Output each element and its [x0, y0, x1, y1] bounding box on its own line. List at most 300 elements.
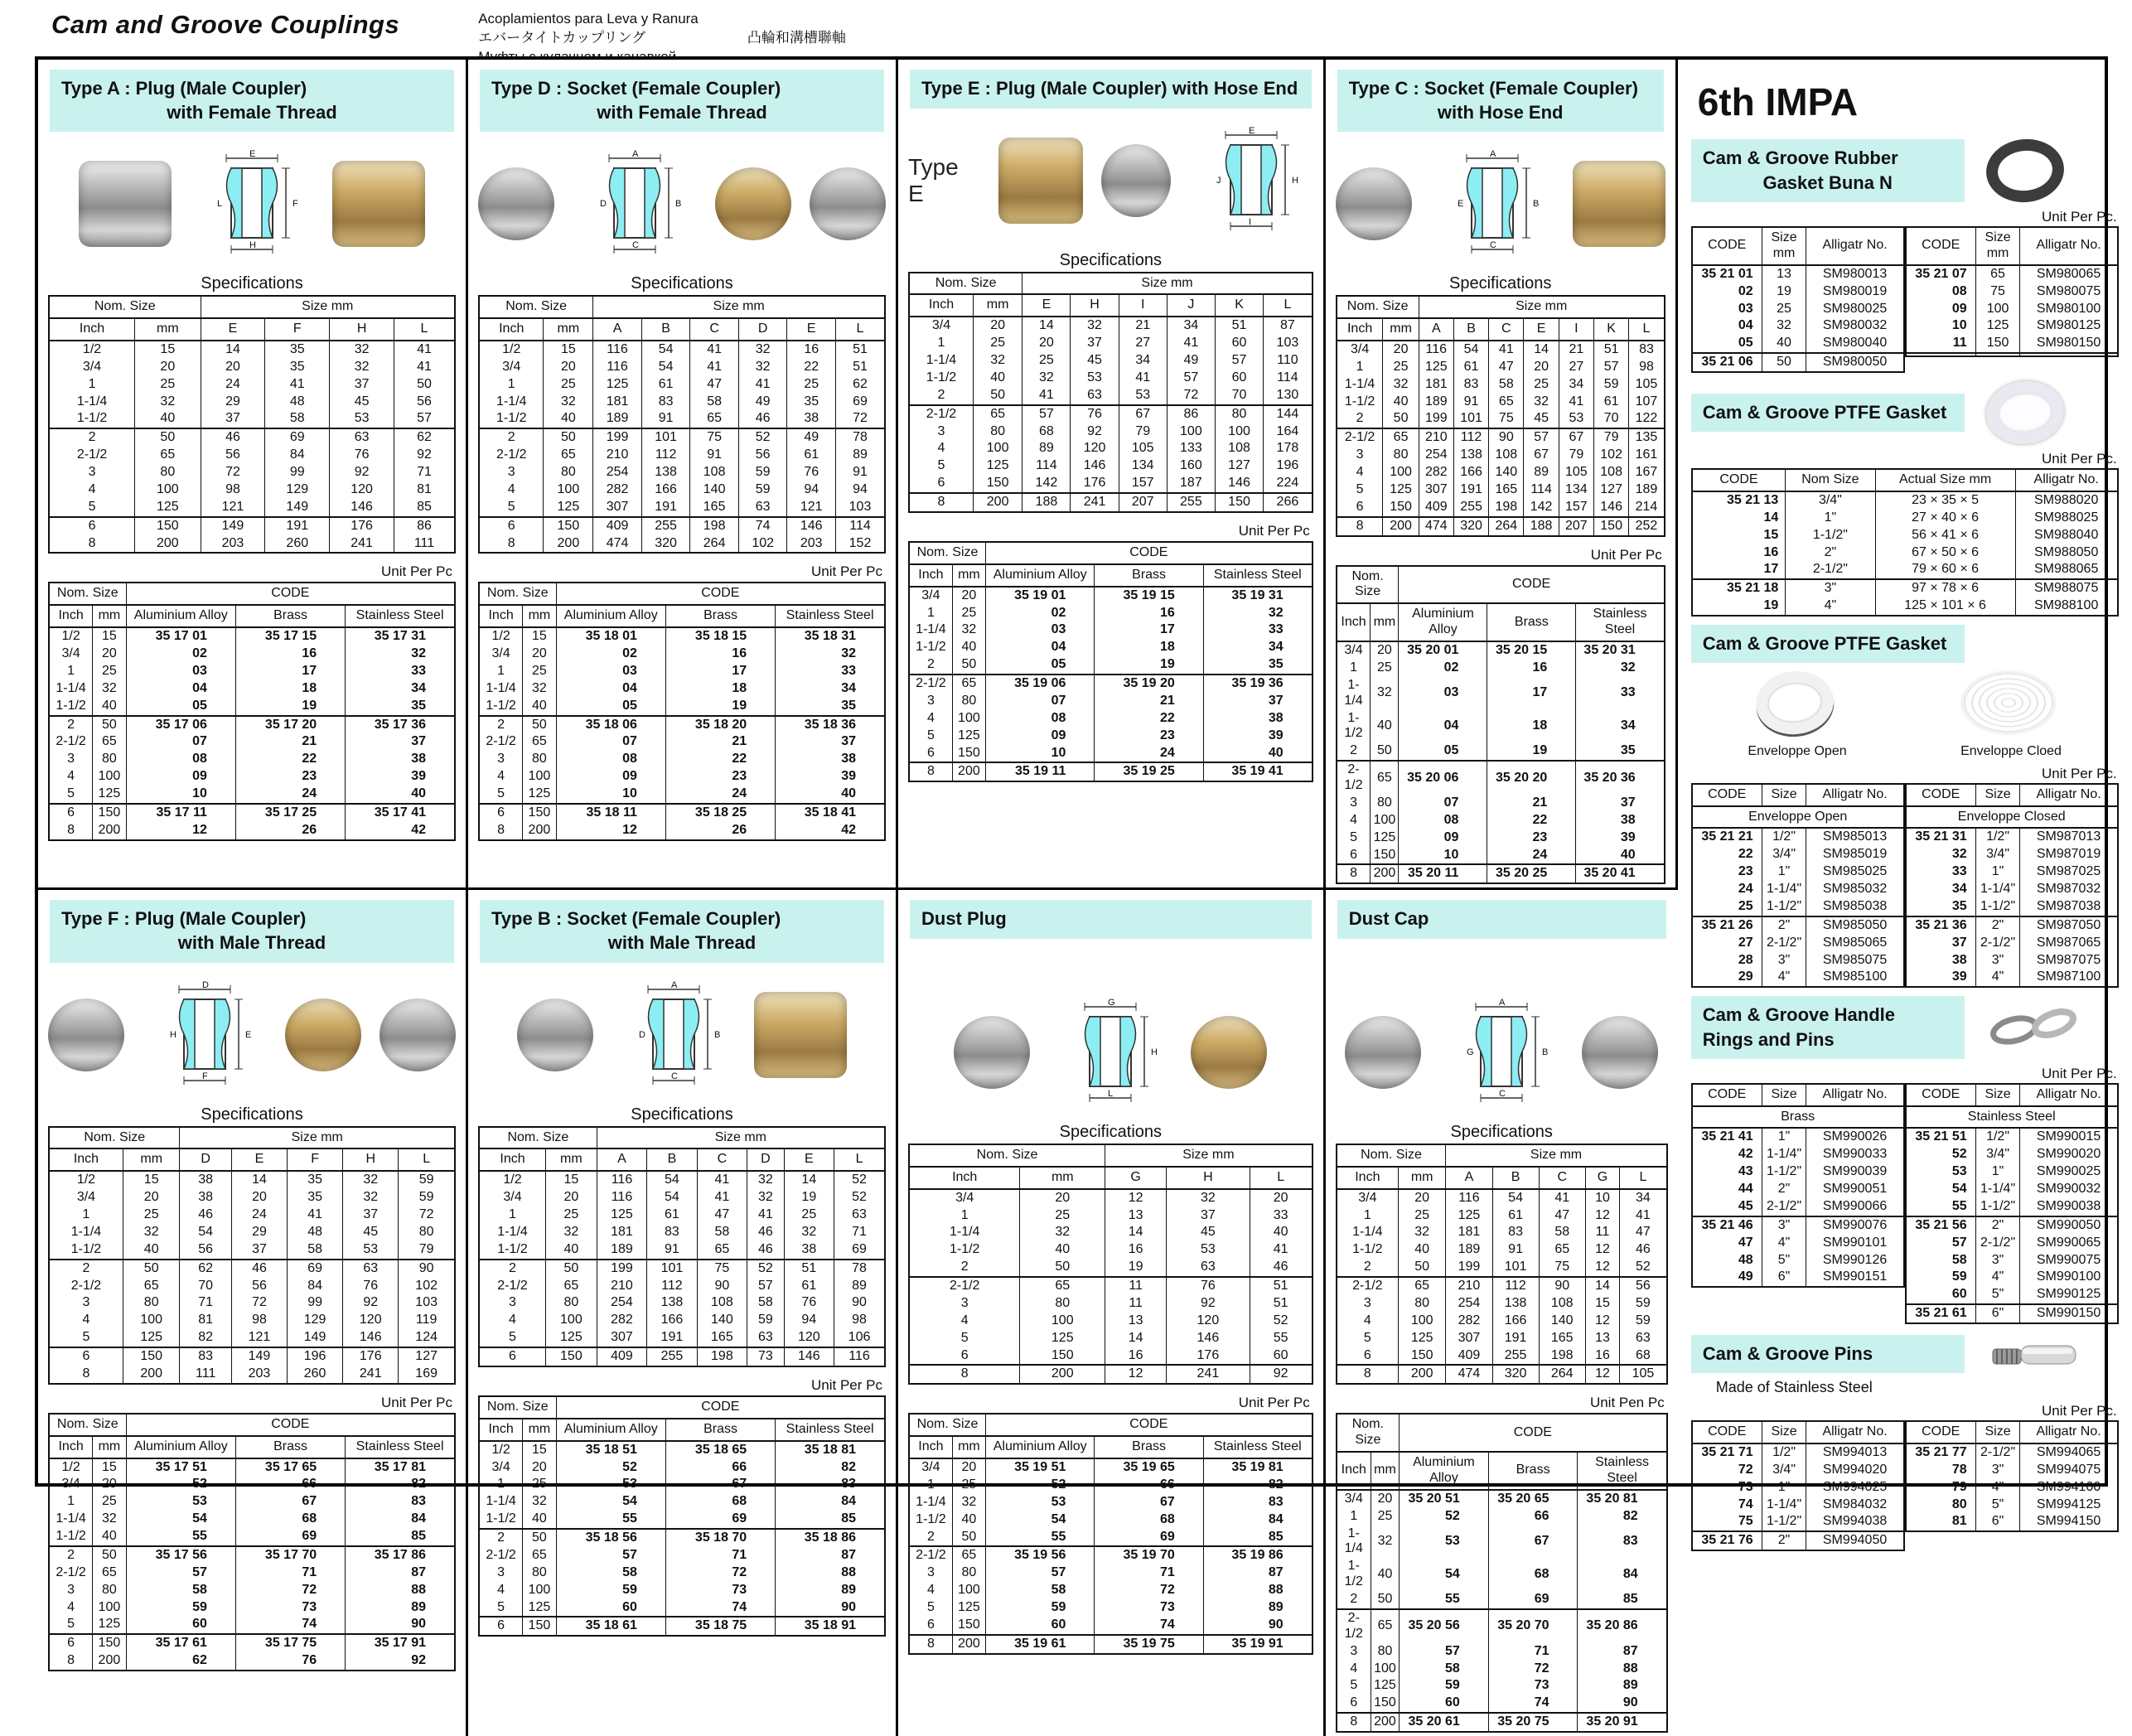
table-cell: 40 — [952, 639, 985, 656]
table-cell: 116 — [1446, 1189, 1492, 1207]
table-cell: SM990150 — [2020, 1304, 2118, 1323]
table-row — [1906, 301, 2118, 318]
table-row — [1906, 1146, 2118, 1163]
table-cell: 25 — [1398, 1207, 1445, 1225]
table-cell: 210 — [1419, 428, 1453, 447]
panel-dust-cap — [1326, 890, 1678, 1736]
table-cell: 35 19 36 — [1203, 675, 1312, 693]
table-cell: 17 — [1095, 621, 1203, 639]
table-cell: 100 — [952, 1582, 985, 1599]
code-header: CODE — [1400, 1414, 1667, 1452]
table-row — [1337, 1661, 1667, 1678]
table-cell: 54 — [1400, 1558, 1489, 1591]
table-row — [909, 1259, 1313, 1277]
table-cell: 35 17 01 — [126, 627, 235, 646]
mm-header: mm — [93, 1436, 126, 1458]
mm-header: mm — [523, 605, 556, 627]
table-cell: 146 — [784, 1347, 834, 1366]
table-cell: 40 — [1576, 847, 1665, 865]
table-cell: 2-1/2" — [1975, 1235, 2020, 1252]
table-cell: 176 — [343, 1347, 399, 1366]
table-cell: 1-1/2 — [479, 410, 544, 428]
table-row — [479, 1224, 885, 1241]
table-cell: 90 — [1539, 1277, 1585, 1295]
svg-text:J: J — [1216, 175, 1221, 186]
table-cell: 16 — [665, 646, 775, 663]
table-cell: 140 — [1489, 464, 1524, 481]
table-cell: SM985025 — [1806, 863, 1904, 881]
table-cell: 83 — [1453, 376, 1488, 394]
table-cell: 254 — [593, 464, 642, 481]
table-cell: 74 — [738, 517, 787, 535]
table-cell: 65 — [1020, 1277, 1105, 1295]
table-cell: 75 — [690, 428, 739, 447]
table-cell: 56 — [1620, 1277, 1667, 1295]
table-cell: 32 — [93, 1511, 126, 1528]
table-row — [1906, 881, 2118, 898]
table-cell: SM985013 — [1806, 828, 1904, 846]
table-row — [1337, 1259, 1667, 1277]
table-row — [479, 1294, 885, 1312]
size-header: Size — [1975, 1084, 2020, 1106]
table-cell: 50 — [1383, 410, 1419, 428]
table-cell: 70 — [1215, 387, 1263, 405]
table-cell: 55 — [985, 1529, 1094, 1547]
table-cell: 1-1/4" — [1762, 1146, 1806, 1163]
table-cell: 23 — [1095, 728, 1203, 745]
table-cell: 1-1/2" — [1786, 527, 1875, 544]
table-cell: 6 — [909, 1347, 1020, 1366]
column-header: A — [593, 318, 642, 341]
table-row — [49, 1241, 455, 1260]
nom-size-header: Nom. Size — [49, 583, 126, 605]
code-header: CODE — [556, 1396, 885, 1419]
table-cell: 58 — [985, 1582, 1094, 1599]
table-cell: 87 — [346, 1564, 455, 1582]
table-cell: 150 — [1371, 1695, 1399, 1713]
table-cell: 4 — [479, 1312, 546, 1329]
table-cell: 41 — [394, 359, 456, 376]
dimension-diagram-icon — [612, 981, 736, 1089]
table-cell: 122 — [1629, 410, 1665, 428]
table-cell: 1 — [909, 335, 973, 352]
table-cell: 56 — [394, 394, 456, 411]
enveloppe-closed-icon — [1963, 673, 2054, 733]
table-row — [1906, 828, 2118, 846]
table-cell: 40 — [93, 698, 126, 716]
stainless-header: Stainless Steel — [1203, 564, 1312, 587]
size-header: Size — [1762, 1421, 1806, 1443]
table-cell: 1" — [1786, 510, 1875, 527]
table-row — [909, 1241, 1313, 1259]
panel-dust-plug — [898, 890, 1326, 1736]
table-cell: 125 — [973, 457, 1022, 475]
table-cell: 75 — [697, 1260, 747, 1278]
table-cell: 189 — [1446, 1241, 1492, 1259]
product-illustrations — [48, 142, 456, 266]
table-cell: 57 — [394, 410, 456, 428]
dimension-diagram-icon — [1048, 999, 1172, 1106]
table-cell: 6 — [909, 1617, 952, 1635]
table-row — [1337, 1241, 1667, 1259]
table-cell: 10 — [1399, 847, 1487, 865]
table-cell: 4" — [1975, 1479, 2020, 1497]
rubber-gasket-table-left — [1691, 226, 1905, 373]
table-cell: 15 — [93, 1458, 126, 1477]
table-cell: 112 — [641, 447, 690, 464]
table-cell: 105 — [1620, 1365, 1667, 1384]
table-cell: 150 — [1020, 1347, 1105, 1366]
table-cell: 125 — [546, 1329, 597, 1347]
table-cell: 127 — [1593, 481, 1628, 499]
table-cell: 3/4" — [1762, 846, 1806, 863]
table-cell: SM985038 — [1806, 898, 1904, 916]
table-row — [1337, 1591, 1667, 1609]
table-row — [1337, 464, 1665, 481]
table-cell: 114 — [836, 517, 886, 535]
table-row — [49, 410, 455, 428]
table-cell: 199 — [597, 1260, 646, 1278]
table-cell: 11 — [1105, 1277, 1167, 1295]
ptfe-gasket2-header — [1691, 625, 2119, 663]
table-cell: 100 — [135, 481, 201, 499]
table-cell: 17 — [665, 663, 775, 680]
table-cell: 101 — [1453, 410, 1488, 428]
table-cell: 15 — [123, 1171, 180, 1189]
table-cell: 83 — [1578, 1526, 1667, 1559]
table-cell: 149 — [231, 1347, 287, 1366]
table-cell: 67 — [1095, 1494, 1203, 1511]
table-cell: 138 — [1492, 1295, 1539, 1313]
table-cell: 12 — [1585, 1207, 1619, 1225]
table-cell: 74 — [235, 1616, 345, 1634]
table-cell: 35 21 76 — [1692, 1531, 1762, 1550]
table-cell: 43 — [1692, 1163, 1762, 1181]
table-cell: 3" — [1975, 952, 2020, 970]
table-cell: SM980032 — [1806, 317, 1904, 335]
table-cell: 23 — [235, 768, 345, 786]
column-header: G — [1585, 1167, 1619, 1189]
table-cell: 5 — [909, 457, 973, 475]
table-cell: 24 — [1095, 745, 1203, 763]
table-cell: 58 — [126, 1582, 235, 1599]
table-cell: 59 — [1620, 1295, 1667, 1313]
product-photo-icon — [332, 161, 425, 247]
table-cell: 20 — [973, 317, 1022, 335]
column-header: B — [641, 318, 690, 341]
table-cell: SM994065 — [2020, 1443, 2118, 1462]
table-cell: 14 — [1524, 341, 1559, 359]
svg-text:D: D — [639, 1029, 645, 1040]
table-cell: 54 — [1492, 1189, 1539, 1207]
table-row — [1692, 1146, 1904, 1163]
table-cell: SM988075 — [2015, 579, 2118, 597]
table-cell: 199 — [593, 428, 642, 447]
table-cell: 120 — [330, 481, 394, 499]
table-row — [479, 1599, 885, 1618]
table-cell: 65 — [697, 1241, 747, 1260]
table-cell: 6 — [49, 804, 93, 822]
product-photo-icon — [285, 999, 361, 1071]
table-cell: SM990076 — [1806, 1216, 1904, 1235]
table-cell: 3 — [909, 423, 973, 441]
table-cell: 2 — [479, 716, 523, 734]
table-row — [49, 822, 455, 840]
table-cell: 80 — [1383, 447, 1419, 464]
table-row — [479, 1329, 885, 1347]
table-cell: 21 — [235, 733, 345, 751]
table-cell: SM987065 — [2020, 935, 2118, 952]
table-cell: 42 — [346, 822, 455, 840]
table-cell — [1906, 353, 1975, 356]
table-cell: 79 × 60 × 6 — [1875, 561, 2015, 579]
table-cell: 3 — [49, 464, 135, 481]
table-cell: 116 — [597, 1189, 646, 1206]
table-cell: 8 — [909, 1635, 952, 1654]
table-cell: 03 — [556, 663, 665, 680]
table-cell: 25 — [544, 376, 593, 394]
table-cell: SM994020 — [1806, 1462, 1904, 1479]
table-cell: 1-1/2 — [49, 1528, 93, 1546]
table-cell: 08 — [985, 710, 1094, 728]
unit-per-pc-label: Unit Per Pc — [381, 563, 452, 580]
table-row — [909, 1277, 1313, 1295]
inch-header: Inch — [909, 564, 952, 587]
table-cell: 15 — [523, 1441, 556, 1459]
table-cell: 200 — [973, 493, 1022, 512]
table-cell: 82 — [1203, 1477, 1312, 1494]
table-cell: 3 — [909, 1564, 952, 1582]
table-cell: 45 — [1524, 410, 1559, 428]
table-cell: 2 — [1337, 1591, 1371, 1609]
table-cell: 35 19 01 — [985, 587, 1094, 605]
table-row — [1337, 1713, 1667, 1732]
table-cell: 142 — [1022, 475, 1071, 493]
table-cell: 63 — [834, 1206, 885, 1224]
table-cell: 29 — [201, 394, 265, 411]
table-cell: 5 — [479, 786, 523, 804]
table-cell: SM990033 — [1806, 1146, 1904, 1163]
table-cell: 40 — [135, 410, 201, 428]
table-row — [479, 1189, 885, 1206]
table-cell: SM985050 — [1806, 916, 1904, 935]
table-cell: 100 — [952, 710, 985, 728]
table-cell: 40 — [1398, 1241, 1445, 1259]
table-cell: 12 — [556, 822, 665, 840]
table-cell: 50 — [394, 376, 456, 394]
table-cell: 52 — [747, 1260, 784, 1278]
table-cell: 35 20 81 — [1578, 1490, 1667, 1508]
table-cell: 62 — [394, 428, 456, 447]
specifications-heading: Specifications — [201, 274, 303, 293]
table-cell: 142 — [1524, 499, 1559, 517]
column-header: C — [1489, 318, 1524, 341]
table-cell: 50 — [1371, 742, 1399, 761]
table-cell: SM988100 — [2015, 597, 2118, 616]
table-cell: 59 — [1906, 1269, 1975, 1286]
table-cell: 200 — [1371, 864, 1399, 883]
table-cell: 38 — [180, 1189, 231, 1206]
table-cell: 35 19 31 — [1203, 587, 1312, 605]
table-cell: 114 — [1524, 481, 1559, 499]
table-cell: 35 19 81 — [1203, 1458, 1312, 1477]
table-cell: 160 — [1167, 457, 1215, 475]
table-cell: 40 — [123, 1241, 180, 1260]
svg-text:B: B — [1542, 1047, 1549, 1057]
inch-header: Inch — [1337, 1167, 1399, 1189]
table-cell: 35 19 56 — [985, 1546, 1094, 1564]
code-header: CODE — [1692, 1084, 1762, 1106]
table-cell: 120 — [1167, 1313, 1250, 1330]
table-row — [49, 394, 455, 411]
table-cell: 32 — [1576, 660, 1665, 677]
table-row — [1906, 1497, 2118, 1514]
table-cell: 32 — [747, 1189, 784, 1206]
table-cell: 5 — [479, 1599, 523, 1618]
svg-text:C: C — [632, 240, 639, 251]
table-cell: 35 — [1576, 742, 1665, 761]
table-cell: SM980013 — [1806, 265, 1904, 283]
table-cell: 100 — [1167, 423, 1215, 441]
table-cell: 53 — [556, 1476, 665, 1493]
table-cell: 19 — [1095, 656, 1203, 675]
table-cell: 69 — [1095, 1529, 1203, 1547]
table-cell: 8 — [49, 1652, 93, 1671]
table-cell: 09 — [985, 728, 1094, 745]
table-cell: 135 — [1629, 428, 1665, 447]
table-cell: 124 — [399, 1329, 455, 1347]
table-row — [1906, 863, 2118, 881]
svg-text:C: C — [1489, 240, 1496, 251]
table-cell: 46 — [231, 1260, 287, 1278]
table-cell: 07 — [556, 733, 665, 751]
spec-table — [48, 295, 456, 554]
table-row — [1906, 1198, 2118, 1216]
table-cell: 54 — [985, 1511, 1094, 1529]
table-cell: 409 — [593, 517, 642, 535]
table-cell: 61 — [1492, 1207, 1539, 1225]
table-cell: 35 19 75 — [1095, 1635, 1203, 1654]
column-header: C — [1539, 1167, 1585, 1189]
table-cell: 47 — [1489, 359, 1524, 376]
table-cell: 3/4 — [909, 587, 952, 605]
table-cell: 4 — [479, 1582, 523, 1599]
table-cell: 05 — [985, 656, 1094, 675]
table-cell: 59 — [1400, 1677, 1489, 1695]
table-row — [49, 481, 455, 499]
table-cell: 67 — [1488, 1526, 1578, 1559]
table-cell: 35 17 31 — [346, 627, 455, 646]
ptfe-gasket1-header — [1691, 381, 2119, 444]
table-cell: 105 — [1629, 376, 1665, 394]
pins-header — [1691, 1332, 2119, 1376]
inch-header: Inch — [1337, 1452, 1371, 1490]
table-cell: 129 — [265, 481, 330, 499]
svg-text:D: D — [600, 199, 607, 210]
table-cell: 59 — [738, 481, 787, 499]
table-cell: 32 — [1071, 317, 1119, 335]
table-cell: 108 — [1215, 440, 1263, 457]
table-cell: 54 — [1906, 1181, 1975, 1198]
table-cell: 2-1/2 — [49, 1278, 123, 1295]
table-row — [1906, 1286, 2118, 1304]
table-cell: SM990066 — [1806, 1198, 1904, 1216]
table-cell: 04 — [556, 680, 665, 698]
table-cell: 20 — [1022, 335, 1071, 352]
pins-subtitle: Made of Stainless Steel — [1715, 1379, 1873, 1396]
table-row — [909, 387, 1313, 405]
table-cell: 84 — [1578, 1558, 1667, 1591]
table-cell: 32 — [952, 1494, 985, 1511]
table-row — [1906, 317, 2118, 335]
table-row — [479, 822, 885, 840]
table-row — [1906, 916, 2118, 935]
table-cell: 255 — [1167, 493, 1215, 512]
table-cell: 14 — [201, 341, 265, 359]
table-cell: 19 — [665, 698, 775, 716]
ptfe-gasket1-table — [1691, 468, 2119, 617]
table-cell: 6" — [1975, 1304, 2020, 1323]
table-cell: 20 — [135, 359, 201, 376]
size-header: Size — [1762, 784, 1806, 806]
table-cell: 19 — [1487, 742, 1576, 761]
table-row — [1692, 863, 1904, 881]
table-cell: 92 — [1071, 423, 1119, 441]
code-header: CODE — [1399, 566, 1665, 604]
section-title-band — [1691, 139, 1965, 201]
table-cell: 6 — [479, 804, 523, 822]
table-cell: 6 — [49, 517, 135, 535]
table-cell: SM990015 — [2020, 1128, 2118, 1146]
table-cell: 100 — [523, 1582, 556, 1599]
table-row — [49, 1366, 455, 1384]
code-header: CODE — [985, 542, 1312, 564]
column-header: H — [1167, 1167, 1250, 1189]
table-cell: 65 — [1539, 1241, 1585, 1259]
table-cell: 150 — [523, 804, 556, 822]
table-cell: 203 — [201, 535, 265, 554]
table-cell: 176 — [1071, 475, 1119, 493]
table-cell: 79 — [1593, 428, 1628, 447]
table-cell: 49 — [787, 428, 836, 447]
table-cell: 39 — [346, 768, 455, 786]
table-cell: 32 — [1383, 376, 1419, 394]
aluminium-header: Aluminium Alloy — [985, 1436, 1094, 1458]
table-row — [479, 1206, 885, 1224]
nom-size-header: Nom. Size — [49, 296, 201, 318]
product-photo-icon — [1191, 1016, 1267, 1089]
table-cell: 32 — [776, 646, 885, 663]
table-row — [479, 804, 885, 822]
table-cell: 1-1/4 — [479, 1493, 523, 1511]
table-cell: 15 — [1585, 1295, 1619, 1313]
code-header: CODE — [126, 1414, 455, 1436]
subtitle-japanese: エバータイトカップリング — [478, 29, 646, 46]
table-row — [49, 1511, 455, 1528]
table-cell: 35 20 65 — [1488, 1490, 1578, 1508]
table-cell: 72 — [1692, 1462, 1762, 1479]
table-cell: 02 — [556, 646, 665, 663]
table-cell: 67 — [1559, 428, 1593, 447]
table-cell: 25 — [1020, 1207, 1105, 1225]
table-cell: 80 — [93, 1582, 126, 1599]
table-cell: 254 — [597, 1294, 646, 1312]
table-cell: 1/2 — [479, 1171, 546, 1189]
svg-text:L: L — [217, 199, 223, 210]
product-photo-icon — [1101, 144, 1171, 217]
size-mm-header: Size mm — [597, 1127, 885, 1149]
table-cell: 191 — [641, 499, 690, 517]
